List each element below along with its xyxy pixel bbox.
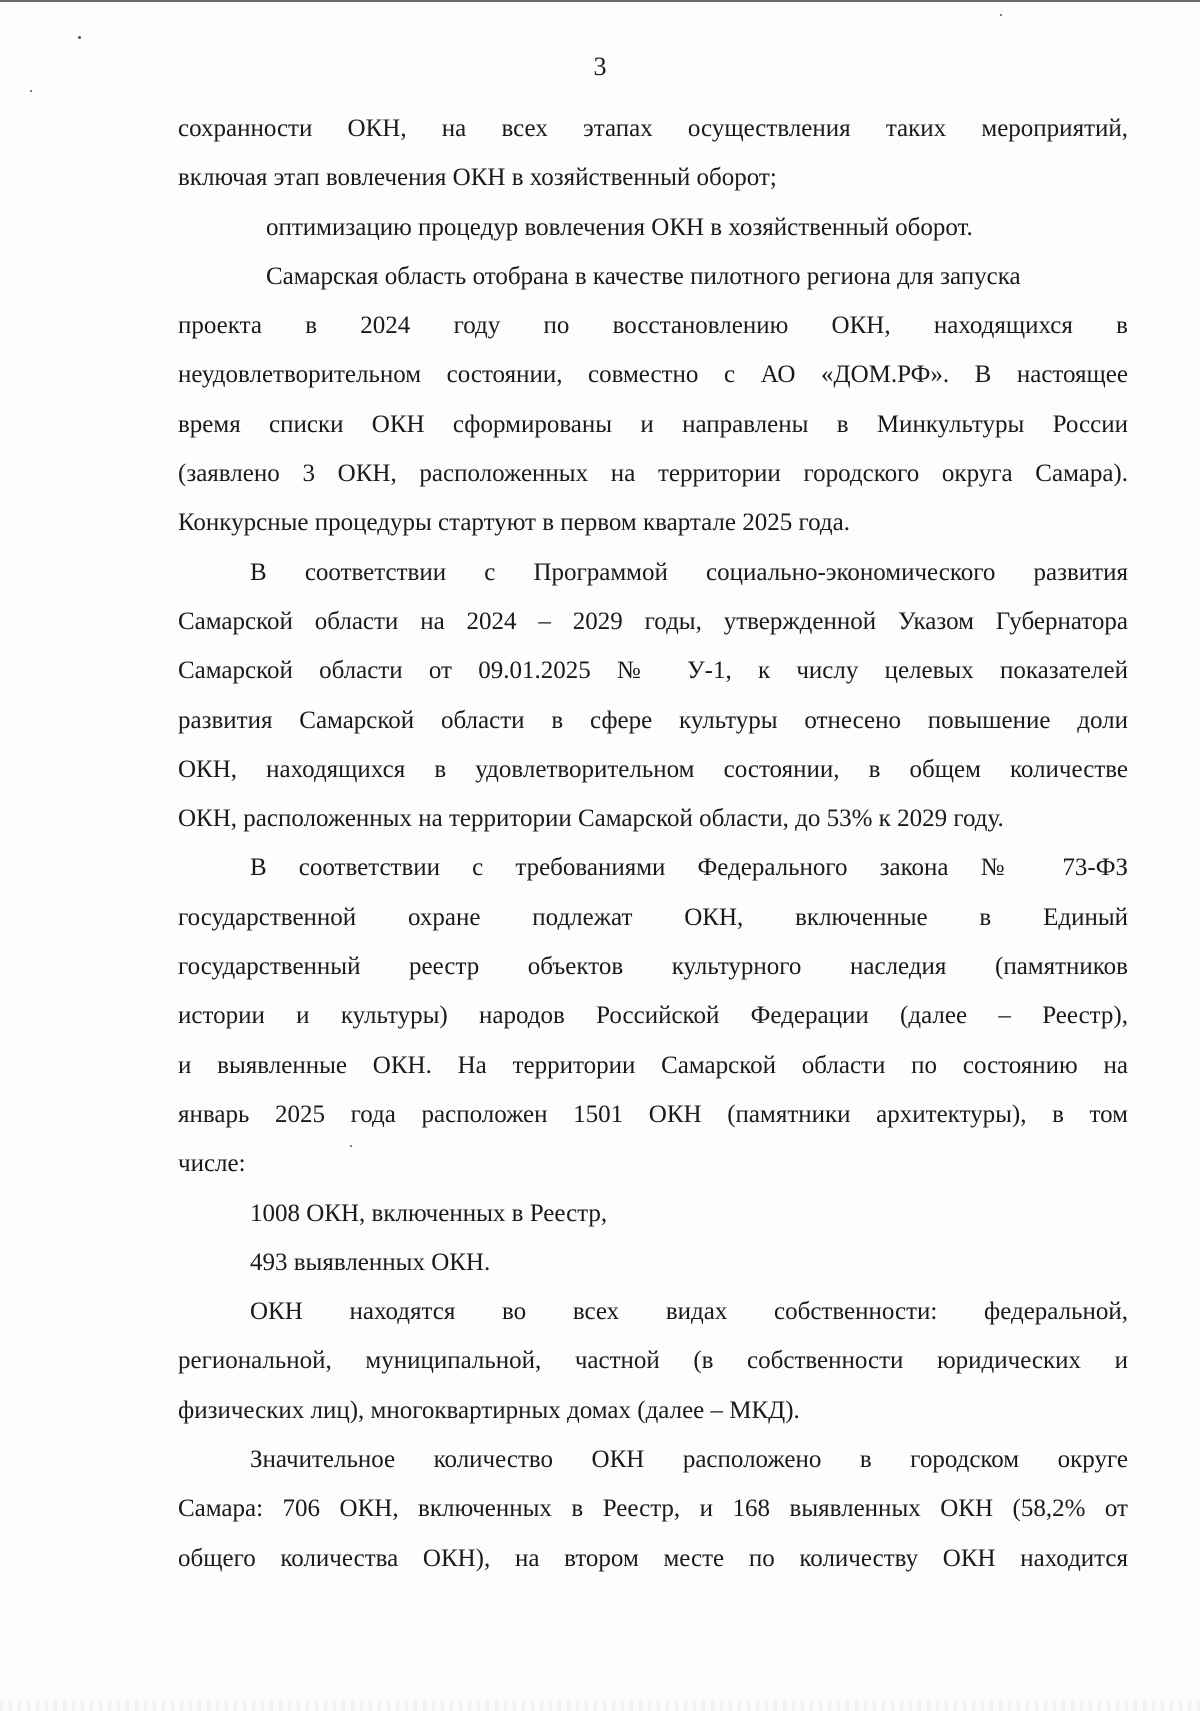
list-item: 493 выявленных ОКН. [250, 1248, 491, 1276]
text-line: Самара: 706 ОКН, включенных в Реестр, и 168 выявленных ОКН (58,2% от [178, 1495, 1128, 1523]
scan-edge [0, 0, 1200, 2]
page-number: 3 [593, 52, 607, 81]
text-line: ОКН, расположенных на территории Самарской области, до 53% к 2029 году. [178, 805, 1004, 833]
text-line: сохранности ОКН, на всех этапах осуществления таких мероприятий, [178, 115, 1128, 142]
list-item: 1008 ОКН, включенных в Реестр, [250, 1199, 608, 1227]
text-line: Самарской области от 09.01.2025 № У-1, к числу целевых показателей [178, 657, 1128, 685]
text-line: общего количества ОКН), на втором месте по количеству ОКН находится [178, 1544, 1128, 1572]
text-line: Самарская область отобрана в качестве пилотного региона для запуска [266, 262, 1021, 290]
text-line: Самарской области на 2024 – 2029 годы, утвержденной Указом Губернатора [178, 607, 1128, 635]
text-line: время списки ОКН сформированы и направлены в Минкультуры России [178, 410, 1128, 438]
text-line: январь 2025 года расположен 1501 ОКН (памятники архитектуры), в том [178, 1100, 1128, 1128]
text-line: В соответствии с Программой социально-экономического развития [250, 558, 1128, 586]
text-line: (заявлено 3 ОКН, расположенных на территории городского округа Самара). [178, 460, 1128, 488]
body-text [178, 104, 1128, 1583]
text-line: развития Самарской области в сфере культуры отнесено повышение доли [178, 706, 1128, 734]
text-line: государственной охране подлежат ОКН, включенные в Единый [178, 903, 1128, 931]
text-line: Значительное количество ОКН расположено в городском округе [250, 1446, 1128, 1474]
text-line: В соответствии с требованиями Федерального закона № 73-ФЗ [250, 854, 1128, 882]
text-line: числе: [178, 1150, 246, 1178]
scan-speck [78, 36, 81, 39]
text-line: неудовлетворительном состоянии, совместно с АО «ДОМ.РФ». В настоящее [178, 361, 1128, 389]
scan-noise [0, 1701, 1200, 1711]
text-line: и выявленные ОКН. На территории Самарской области по состоянию на [178, 1051, 1128, 1079]
scan-speck [1000, 14, 1002, 16]
text-line: проекта в 2024 году по восстановлению ОКН, находящихся в [178, 312, 1128, 340]
text-line: государственный реестр объектов культурного наследия (памятников [178, 953, 1128, 981]
scan-speck [30, 90, 32, 92]
text-line: оптимизацию процедур вовлечения ОКН в хозяйственный оборот. [266, 213, 973, 241]
text-line: ОКН, находящихся в удовлетворительном состоянии, в общем количестве [178, 755, 1128, 783]
text-line: истории и культуры) народов Российской Федерации (далее – Реестр), [178, 1002, 1128, 1030]
text-line: Конкурсные процедуры стартуют в первом квартале 2025 года. [178, 509, 850, 537]
text-line: региональной, муниципальной, частной (в собственности юридических и [178, 1347, 1128, 1375]
text-line: ОКН находятся во всех видах собственности: федеральной, [250, 1298, 1128, 1326]
text-line: включая этап вовлечения ОКН в хозяйственный оборот; [178, 164, 777, 192]
text-line: физических лиц), многоквартирных домах (далее – МКД). [178, 1396, 800, 1424]
